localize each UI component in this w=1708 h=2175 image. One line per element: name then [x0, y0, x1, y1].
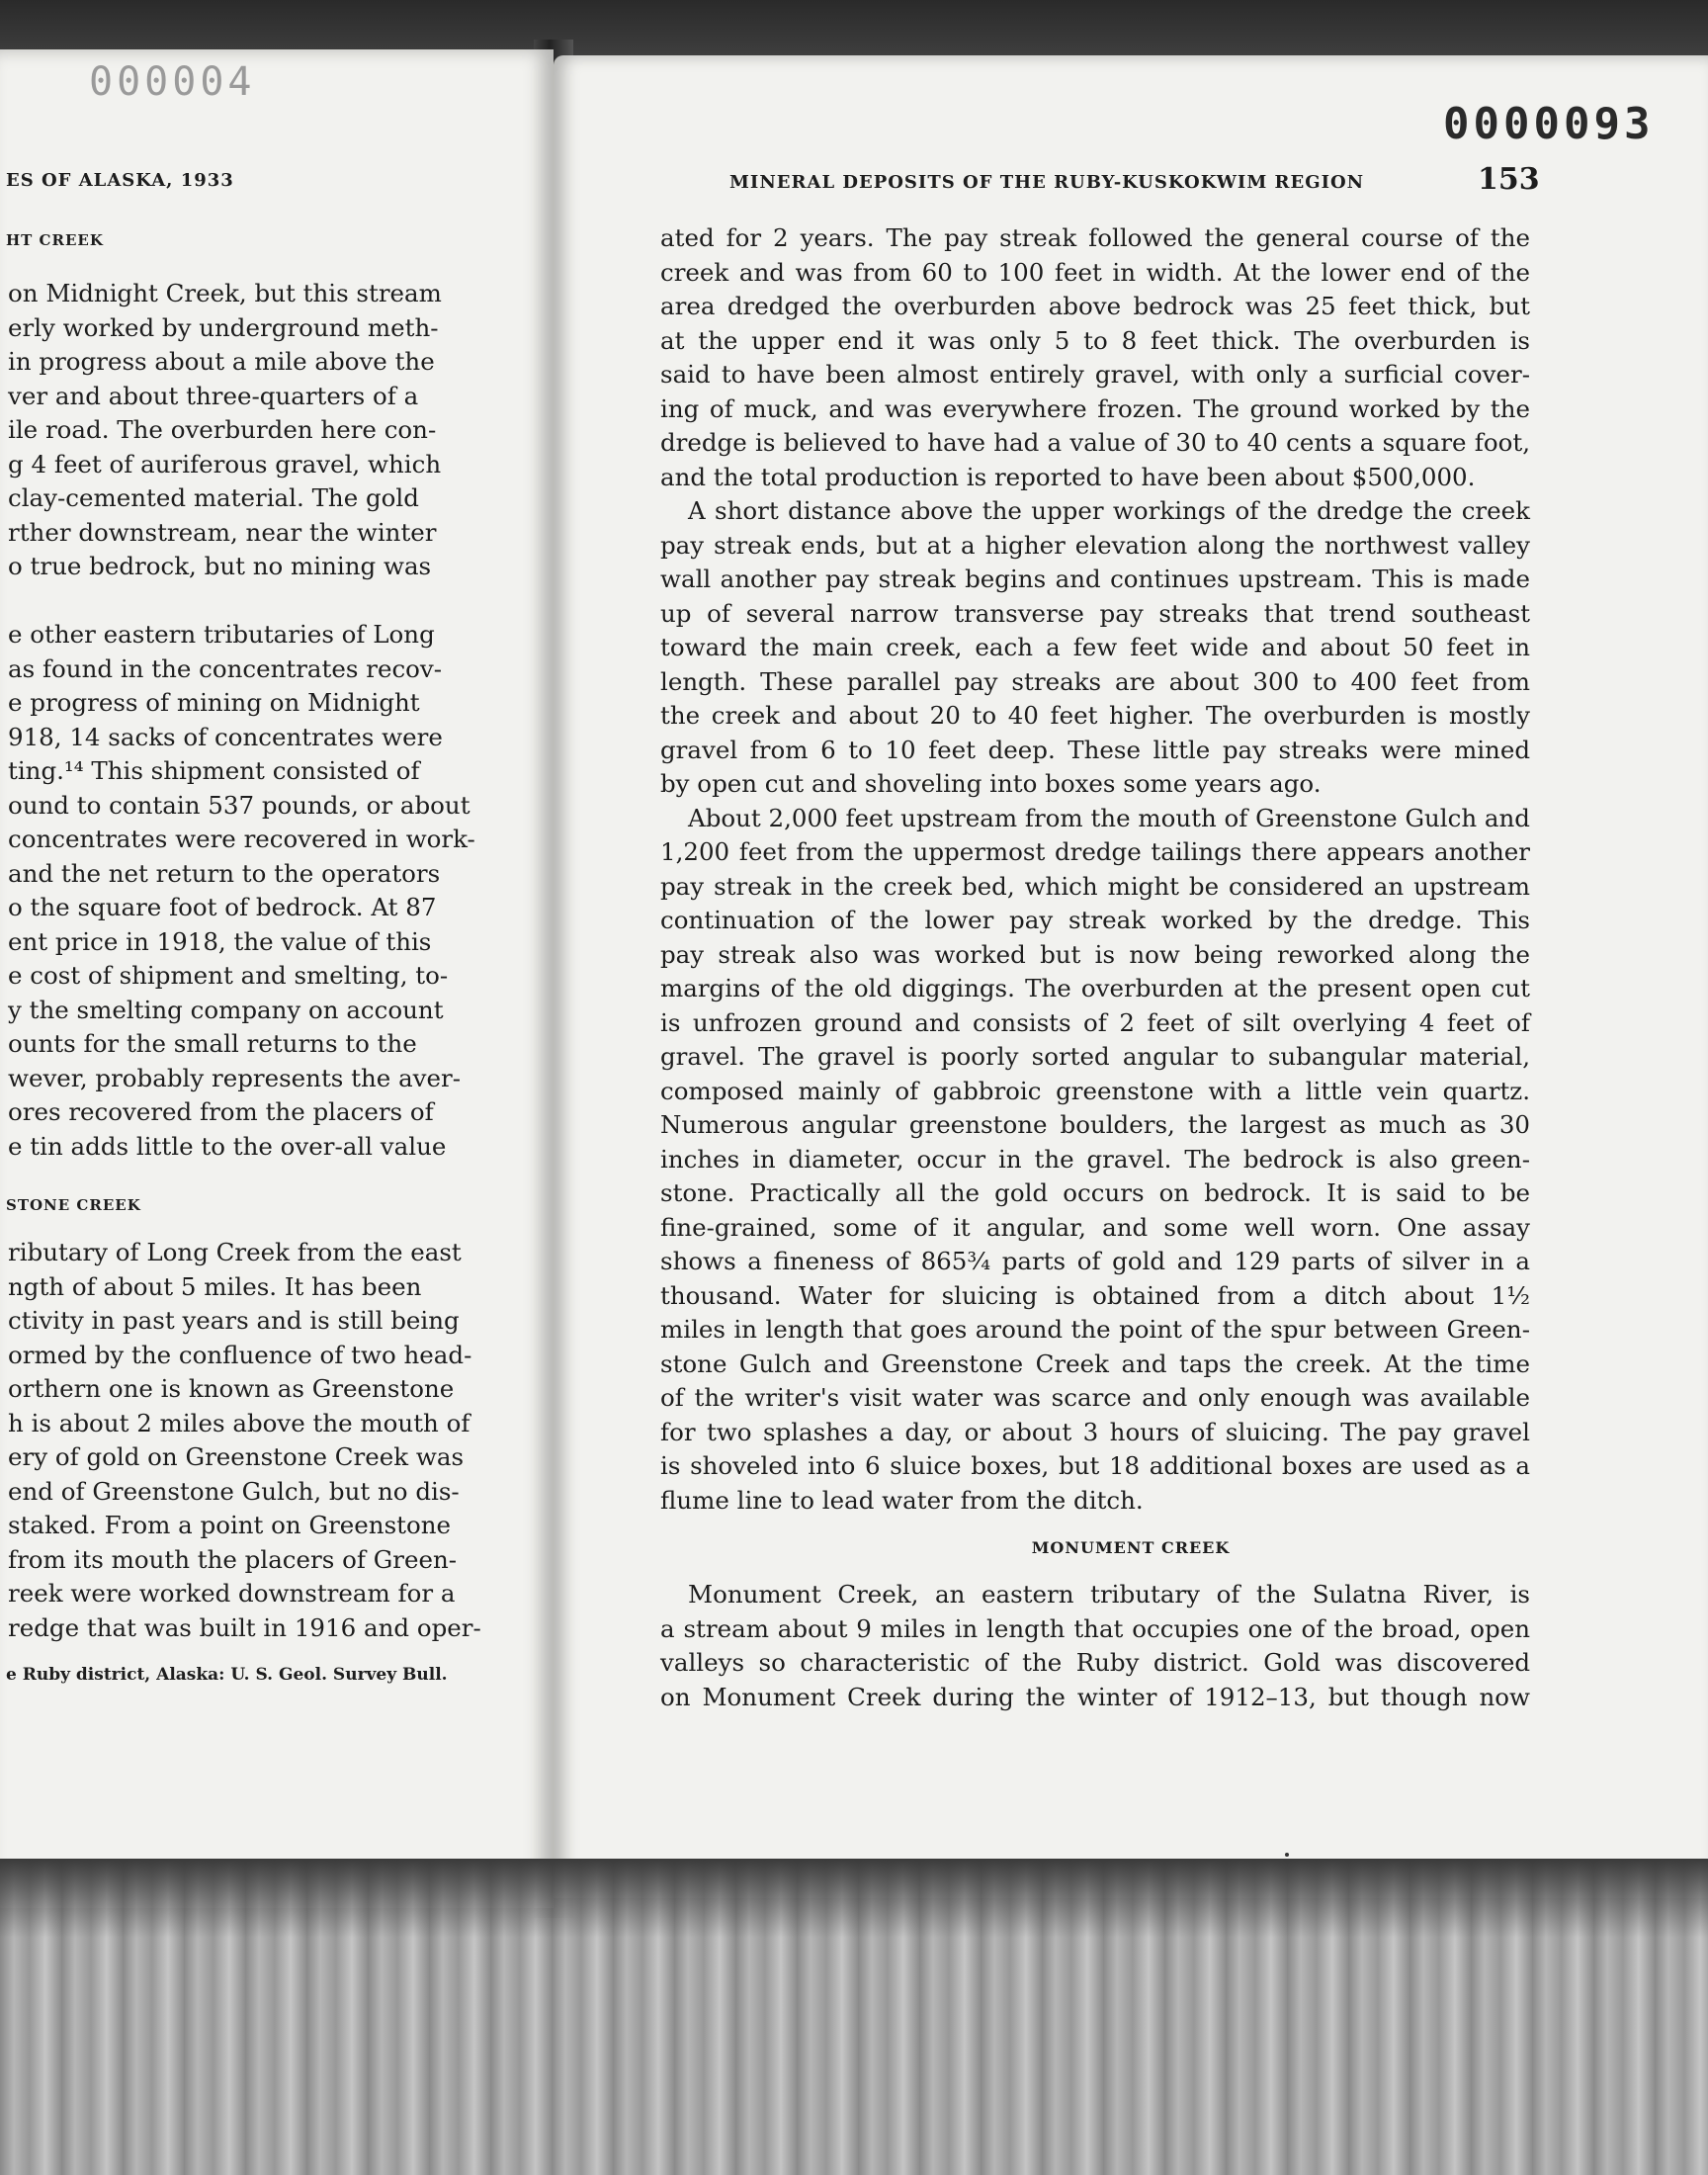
running-head: MINERAL DEPOSITS OF THE RUBY-KUSKOKWIM REGION	[729, 172, 1365, 193]
text-line: wall another pay streak begins and continues upstream. This is made	[660, 565, 1530, 593]
text-line: reek were worked downstream for a	[8, 1579, 456, 1608]
text-line: on Midnight Creek, but this stream	[8, 279, 442, 307]
text-line: the creek and about 20 to 40 feet higher. The overburden is mostly	[660, 701, 1530, 730]
text-line: and the total production is reported to have been about $500,000.	[660, 462, 1476, 491]
text-line: ery of gold on Greenstone Creek was	[8, 1442, 465, 1471]
text-line: gravel from 6 to 10 feet deep. These little pay streaks were mined	[660, 735, 1530, 764]
text-line: rther downstream, near the winter	[8, 517, 437, 547]
running-head: ES OF ALASKA, 1933	[6, 170, 234, 191]
text-line: e progress of mining on Midnight	[8, 688, 420, 717]
text-line: A short distance above the upper workings of the dredge the creek	[688, 496, 1530, 525]
text-line: thousand. Water for sluicing is obtained from a ditch about 1½	[660, 1280, 1530, 1310]
text-line: ounts for the small returns to the	[8, 1029, 417, 1058]
text-line: redge that was built in 1916 and oper-	[8, 1612, 481, 1642]
text-line: y the smelting company on account	[8, 995, 444, 1024]
section-heading: STONE CREEK	[6, 1196, 141, 1214]
scan-shadow	[0, 1859, 1708, 1938]
scan-speck	[1285, 1853, 1289, 1857]
text-line: a stream about 9 miles in length that occupies one of the broad, open	[660, 1613, 1530, 1643]
text-line: ated for 2 years. The pay streak followed the general course of the	[660, 223, 1530, 252]
text-line: g 4 feet of auriferous gravel, which	[8, 449, 442, 478]
text-line: pay streak in the creek bed, which might be considered an upstream	[660, 871, 1530, 901]
text-line: concentrates were recovered in work-	[8, 825, 475, 853]
text-line: from its mouth the placers of Green-	[8, 1544, 458, 1574]
text-line: ores recovered from the placers of	[8, 1097, 434, 1126]
text-line: stone. Practically all the gold occurs on bedrock. It is said to be	[660, 1178, 1530, 1207]
text-line: area dredged the overburden above bedrock was 25 feet thick, but	[660, 292, 1530, 320]
text-line: staked. From a point on Greenstone	[8, 1511, 452, 1539]
text-line: clay-cemented material. The gold	[8, 483, 419, 512]
text-line: continuation of the lower pay streak worked by the dredge. This	[660, 906, 1530, 934]
text-line: is shoveled into 6 sluice boxes, but 18 additional boxes are used as a	[660, 1451, 1530, 1480]
text-line: flume line to lead water from the ditch.	[660, 1485, 1144, 1515]
text-line: ent price in 1918, the value of this	[8, 926, 432, 956]
text-line: ing of muck, and was everywhere frozen. The ground worked by the	[660, 393, 1530, 423]
section-heading: MONUMENT CREEK	[1031, 1538, 1231, 1557]
text-line: Numerous angular greenstone boulders, the largest as much as 30	[660, 1110, 1530, 1139]
text-line: inches in diameter, occur in the gravel. The bedrock is also green-	[660, 1144, 1530, 1174]
text-line: About 2,000 feet upstream from the mouth of Greenstone Gulch and	[688, 803, 1530, 832]
text-line: gravel. The gravel is poorly sorted angular to subangular material,	[660, 1042, 1530, 1071]
section-heading: HT CREEK	[6, 231, 104, 249]
text-line: up of several narrow transverse pay streaks that trend southeast	[660, 598, 1530, 628]
text-line: dredge is believed to have had a value of 30 to 40 cents a square foot,	[660, 428, 1530, 457]
text-line	[8, 584, 482, 619]
page-stamp: 0000093	[1443, 99, 1655, 149]
right-body-text-2	[660, 1578, 1530, 1714]
text-line: pay streak also was worked but is now being reworked along the	[660, 939, 1530, 969]
text-line: e cost of shipment and smelting, to-	[8, 961, 449, 990]
left-page	[0, 49, 554, 1908]
text-line: ngth of about 5 miles. It has been	[8, 1271, 422, 1301]
text-line: ributary of Long Creek from the east	[8, 1238, 462, 1266]
text-line: ound to contain 537 pounds, or about	[8, 790, 470, 820]
page-stamp: 000004	[89, 59, 256, 105]
text-line: valleys so characteristic of the Ruby district. Gold was discovered	[660, 1648, 1530, 1677]
text-line: at the upper end it was only 5 to 8 feet thick. The overburden is	[660, 325, 1530, 355]
right-body-text	[660, 221, 1530, 1518]
text-line: e other eastern tributaries of Long	[8, 620, 435, 649]
text-line: said to have been almost entirely gravel, with only a surficial cover-	[660, 360, 1530, 389]
text-line: h is about 2 miles above the mouth of	[8, 1408, 470, 1437]
text-line: margins of the old diggings. The overburden at the present open cut	[660, 974, 1530, 1002]
text-line: of the writer's visit water was scarce and only enough was available	[660, 1383, 1530, 1412]
text-line: for two splashes a day, or about 3 hours of sluicing. The pay gravel	[660, 1417, 1530, 1446]
text-line: wever, probably represents the aver-	[8, 1063, 461, 1092]
text-line: Monument Creek, an eastern tributary of the Sulatna River, is	[688, 1580, 1530, 1609]
text-line: erly worked by underground meth-	[8, 312, 439, 342]
text-line: 1,200 feet from the uppermost dredge tailings there appears another	[660, 837, 1530, 866]
text-line: ting.¹⁴ This shipment consisted of	[8, 756, 420, 785]
text-line: composed mainly of gabbroic greenstone with a little vein quartz.	[660, 1076, 1530, 1105]
text-line: toward the main creek, each a few feet wide and about 50 feet in	[660, 633, 1530, 661]
text-line: miles in length that goes around the point of the spur between Green-	[660, 1315, 1530, 1344]
text-line: by open cut and shoveling into boxes some years ago.	[660, 769, 1322, 798]
text-line: e tin adds little to the over-all value	[8, 1131, 447, 1161]
footnote: e Ruby district, Alaska: U. S. Geol. Survey Bull.	[6, 1665, 448, 1685]
text-line: pay streak ends, but at a higher elevation along the northwest valley	[660, 530, 1530, 560]
text-line: on Monument Creek during the winter of 1912–13, but though now	[660, 1682, 1530, 1711]
text-line: is unfrozen ground and consists of 2 feet of silt overlying 4 feet of	[660, 1007, 1530, 1037]
right-page	[554, 55, 1708, 1898]
text-line: stone Gulch and Greenstone Creek and taps the creek. At the time	[660, 1348, 1530, 1378]
text-line: and the net return to the operators	[8, 858, 441, 888]
text-line: fine-grained, some of it angular, and some well worn. One assay	[660, 1212, 1530, 1242]
text-line: o true bedrock, but no mining was	[8, 552, 432, 580]
text-line: 918, 14 sacks of concentrates were	[8, 722, 443, 751]
text-line: ormed by the confluence of two head-	[8, 1340, 472, 1369]
text-line: as found in the concentrates recov-	[8, 653, 443, 683]
text-line: length. These parallel pay streaks are about 300 to 400 feet from	[660, 666, 1530, 696]
text-line: o the square foot of bedrock. At 87	[8, 893, 437, 921]
left-column-lower	[8, 1236, 482, 1645]
text-line: ile road. The overburden here con-	[8, 415, 437, 444]
text-line: in progress about a mile above the	[8, 347, 435, 376]
text-line: shows a fineness of 865¾ parts of gold and 129 parts of silver in a	[660, 1247, 1530, 1275]
text-line: creek and was from 60 to 100 feet in width. At the lower end of the	[660, 257, 1530, 287]
page-number: 153	[1478, 162, 1540, 197]
text-line: ver and about three-quarters of a	[8, 381, 419, 410]
left-column-upper	[8, 277, 482, 1164]
text-line: orthern one is known as Greenstone	[8, 1374, 455, 1403]
text-line: ctivity in past years and is still being	[8, 1306, 460, 1335]
text-line: end of Greenstone Gulch, but no dis-	[8, 1476, 460, 1506]
